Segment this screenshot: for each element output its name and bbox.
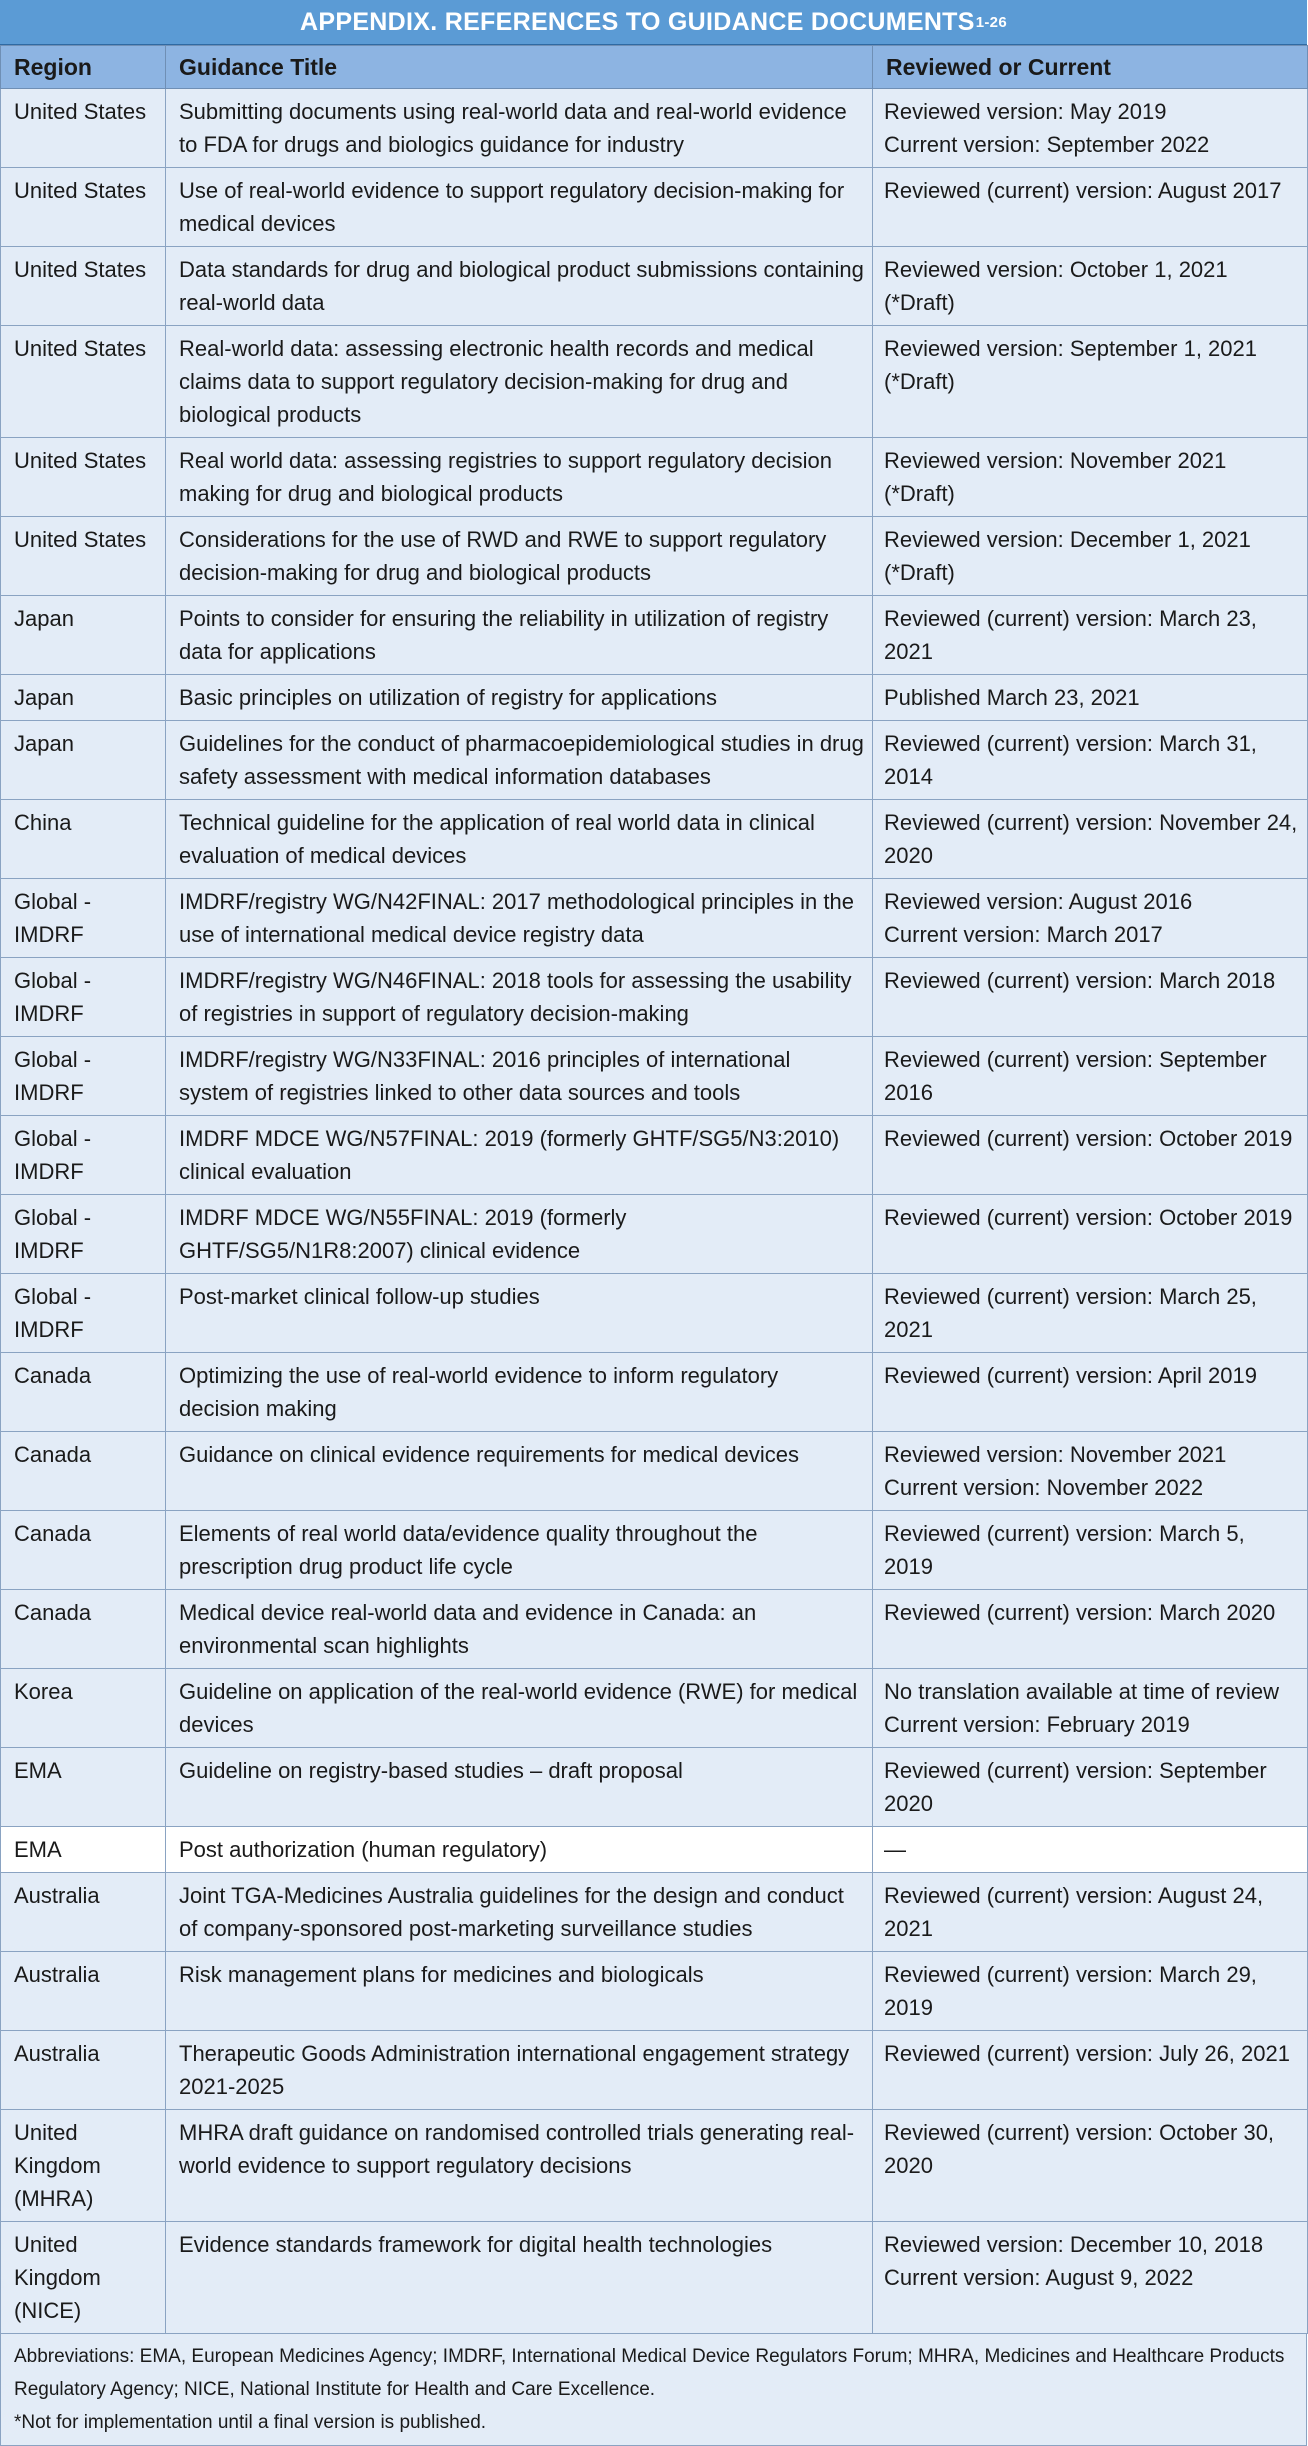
status-line: Reviewed (current) version: March 2018 (884, 968, 1276, 993)
cell-guidance-title: Guideline on application of the real-world evidence (RWE) for medical devices (166, 1669, 873, 1748)
status-line: Reviewed (current) version: March 31, 2014 (884, 731, 1257, 789)
cell-reviewed-or-current (873, 1748, 1308, 1827)
cell-region: United Kingdom (MHRA) (1, 2110, 166, 2222)
cell-reviewed-or-current (873, 879, 1308, 958)
table-row (1, 1511, 1308, 1590)
cell-reviewed-or-current (873, 596, 1308, 675)
cell-guidance-title: Therapeutic Goods Administration international engagement strategy 2021-2025 (166, 2031, 873, 2110)
table-body (1, 89, 1308, 2334)
cell-region: Canada (1, 1432, 166, 1511)
status-line: Reviewed (current) version: October 2019 (884, 1126, 1293, 1151)
table-row (1, 1748, 1308, 1827)
status-line: Reviewed (current) version: April 2019 (884, 1363, 1257, 1388)
status-line: Current version: March 2017 (884, 922, 1163, 947)
cell-region: Korea (1, 1669, 166, 1748)
cell-reviewed-or-current (873, 1432, 1308, 1511)
table-row (1, 89, 1308, 168)
cell-guidance-title: Post authorization (human regulatory) (166, 1827, 873, 1873)
status-line: Current version: September 2022 (884, 132, 1210, 157)
cell-region: Canada (1, 1511, 166, 1590)
cell-region: United States (1, 168, 166, 247)
status-line: Reviewed (current) version: March 2020 (884, 1600, 1276, 1625)
cell-guidance-title: Use of real-world evidence to support regulatory decision-making for medical devices (166, 168, 873, 247)
cell-region: United States (1, 438, 166, 517)
cell-guidance-title: Evidence standards framework for digital health technologies (166, 2222, 873, 2334)
cell-guidance-title: IMDRF MDCE WG/N57FINAL: 2019 (formerly GHTF/SG5/N3:2010) clinical evaluation (166, 1116, 873, 1195)
cell-guidance-title: IMDRF/registry WG/N46FINAL: 2018 tools for assessing the usability of registries in support of regulatory decision-making (166, 958, 873, 1037)
status-line: Reviewed (current) version: August 24, 2021 (884, 1883, 1264, 1941)
cell-guidance-title: Technical guideline for the application of real world data in clinical evaluation of medical devices (166, 800, 873, 879)
cell-guidance-title: MHRA draft guidance on randomised controlled trials generating real-world evidence to support regulatory decisions (166, 2110, 873, 2222)
status-line: Reviewed version: May 2019 (884, 99, 1167, 124)
status-line: Published March 23, 2021 (884, 685, 1140, 710)
status-line: Reviewed version: November 2021 (*Draft) (884, 448, 1227, 506)
cell-reviewed-or-current (873, 168, 1308, 247)
cell-region: Global - IMDRF (1, 1195, 166, 1274)
cell-guidance-title: Considerations for the use of RWD and RWE to support regulatory decision-making for drug and biological products (166, 517, 873, 596)
cell-region: Australia (1, 2031, 166, 2110)
header-reviewed-or-current: Reviewed or Current (873, 46, 1308, 89)
table-row (1, 1873, 1308, 1952)
appendix-title (0, 0, 1307, 45)
status-line: Reviewed (current) version: March 5, 2019 (884, 1521, 1245, 1579)
header-region: Region (1, 46, 166, 89)
cell-reviewed-or-current (873, 800, 1308, 879)
cell-region: Canada (1, 1590, 166, 1669)
cell-region: United States (1, 517, 166, 596)
cell-region: United States (1, 247, 166, 326)
cell-guidance-title: Post-market clinical follow-up studies (166, 1274, 873, 1353)
cell-reviewed-or-current (873, 1274, 1308, 1353)
table-row (1, 1669, 1308, 1748)
cell-guidance-title: Guidance on clinical evidence requirements for medical devices (166, 1432, 873, 1511)
status-line: Reviewed (current) version: July 26, 2021 (884, 2041, 1290, 2066)
table-row (1, 1952, 1308, 2031)
cell-region: Global - IMDRF (1, 1037, 166, 1116)
status-line: Reviewed version: November 2021 (884, 1442, 1227, 1467)
table-row (1, 1353, 1308, 1432)
cell-guidance-title: Data standards for drug and biological product submissions containing real-world data (166, 247, 873, 326)
table-row (1, 247, 1308, 326)
table-row (1, 1590, 1308, 1669)
status-line: Reviewed (current) version: March 23, 2021 (884, 606, 1257, 664)
table-row (1, 721, 1308, 800)
cell-region: China (1, 800, 166, 879)
abbreviations-note: Abbreviations: EMA, European Medicines Agency; IMDRF, International Medical Device Regulators Forum; MHRA, Medicines and Healthcare Products Regulatory Agency; NICE, National Institute for Health and Care Excellence. (14, 2346, 1285, 2400)
cell-reviewed-or-current (873, 2031, 1308, 2110)
table-row (1, 2031, 1308, 2110)
status-line: Current version: November 2022 (884, 1475, 1204, 1500)
cell-reviewed-or-current (873, 89, 1308, 168)
cell-region: Canada (1, 1353, 166, 1432)
table-header-row (1, 46, 1308, 89)
cell-reviewed-or-current (873, 1037, 1308, 1116)
table-row (1, 2110, 1308, 2222)
appendix-title-text: APPENDIX. REFERENCES TO GUIDANCE DOCUMENTS (300, 7, 975, 36)
table-row (1, 800, 1308, 879)
cell-reviewed-or-current (873, 1952, 1308, 2031)
cell-reviewed-or-current (873, 1590, 1308, 1669)
cell-reviewed-or-current (873, 721, 1308, 800)
table-row (1, 1432, 1308, 1511)
status-line: Reviewed (current) version: September 2020 (884, 1758, 1267, 1816)
cell-region: Japan (1, 675, 166, 721)
cell-reviewed-or-current (873, 247, 1308, 326)
cell-guidance-title: Points to consider for ensuring the reliability in utilization of registry data for applications (166, 596, 873, 675)
cell-reviewed-or-current (873, 1195, 1308, 1274)
cell-guidance-title: Real-world data: assessing electronic health records and medical claims data to support regulatory decision-making for drug and biological products (166, 326, 873, 438)
status-line: Reviewed (current) version: November 24, 2020 (884, 810, 1298, 868)
cell-reviewed-or-current (873, 2222, 1308, 2334)
table-row (1, 517, 1308, 596)
cell-region: EMA (1, 1748, 166, 1827)
table-row (1, 1827, 1308, 1873)
table-row (1, 675, 1308, 721)
cell-guidance-title: Risk management plans for medicines and biologicals (166, 1952, 873, 2031)
cell-guidance-title: Guidelines for the conduct of pharmacoepidemiological studies in drug safety assessment with medical information databases (166, 721, 873, 800)
table-row (1, 1274, 1308, 1353)
cell-reviewed-or-current (873, 438, 1308, 517)
status-line: Current version: February 2019 (884, 1712, 1190, 1737)
cell-guidance-title: Joint TGA-Medicines Australia guidelines for the design and conduct of company-sponsored post-marketing surveillance studies (166, 1873, 873, 1952)
cell-reviewed-or-current (873, 1353, 1308, 1432)
cell-guidance-title: Guideline on registry-based studies – draft proposal (166, 1748, 873, 1827)
status-line: Reviewed version: October 1, 2021 (*Draft) (884, 257, 1228, 315)
table-row (1, 2222, 1308, 2334)
cell-guidance-title: Submitting documents using real-world data and real-world evidence to FDA for drugs and biologics guidance for industry (166, 89, 873, 168)
cell-region: Global - IMDRF (1, 879, 166, 958)
status-line: Reviewed (current) version: August 2017 (884, 178, 1282, 203)
status-line: Reviewed version: August 2016 (884, 889, 1193, 914)
cell-reviewed-or-current (873, 1511, 1308, 1590)
cell-reviewed-or-current (873, 326, 1308, 438)
cell-region: United Kingdom (NICE) (1, 2222, 166, 2334)
cell-guidance-title: Elements of real world data/evidence quality throughout the prescription drug product life cycle (166, 1511, 873, 1590)
cell-guidance-title: IMDRF/registry WG/N42FINAL: 2017 methodological principles in the use of international medical device registry data (166, 879, 873, 958)
table-footnotes (0, 2334, 1307, 2446)
cell-guidance-title: Basic principles on utilization of registry for applications (166, 675, 873, 721)
status-line: Reviewed (current) version: October 2019 (884, 1205, 1293, 1230)
cell-reviewed-or-current (873, 1827, 1308, 1873)
header-guidance-title: Guidance Title (166, 46, 873, 89)
cell-reviewed-or-current (873, 675, 1308, 721)
cell-reviewed-or-current (873, 1116, 1308, 1195)
cell-reviewed-or-current (873, 2110, 1308, 2222)
status-line: Current version: August 9, 2022 (884, 2265, 1194, 2290)
table-row (1, 879, 1308, 958)
cell-region: Global - IMDRF (1, 958, 166, 1037)
cell-region: Global - IMDRF (1, 1116, 166, 1195)
appendix-title-references: 1-26 (975, 13, 1007, 31)
cell-reviewed-or-current (873, 517, 1308, 596)
cell-region: Japan (1, 596, 166, 675)
status-line: — (884, 1837, 906, 1862)
status-line: Reviewed version: December 1, 2021 (*Draft) (884, 527, 1251, 585)
cell-guidance-title: Real world data: assessing registries to support regulatory decision making for drug and biological products (166, 438, 873, 517)
status-line: Reviewed (current) version: September 2016 (884, 1047, 1267, 1105)
cell-region: Australia (1, 1873, 166, 1952)
table-row (1, 1037, 1308, 1116)
cell-region: United States (1, 89, 166, 168)
cell-region: Global - IMDRF (1, 1274, 166, 1353)
cell-guidance-title: Medical device real-world data and evidence in Canada: an environmental scan highlights (166, 1590, 873, 1669)
cell-region: Japan (1, 721, 166, 800)
table-row (1, 326, 1308, 438)
cell-guidance-title: IMDRF/registry WG/N33FINAL: 2016 principles of international system of registries linked to other data sources and tools (166, 1037, 873, 1116)
status-line: Reviewed version: September 1, 2021 (*Draft) (884, 336, 1257, 394)
table-row (1, 1116, 1308, 1195)
status-line: Reviewed (current) version: March 29, 2019 (884, 1962, 1257, 2020)
status-line: Reviewed (current) version: March 25, 2021 (884, 1284, 1257, 1342)
table-row (1, 958, 1308, 1037)
status-line: Reviewed (current) version: October 30, 2020 (884, 2120, 1275, 2178)
cell-reviewed-or-current (873, 1873, 1308, 1952)
cell-guidance-title: IMDRF MDCE WG/N55FINAL: 2019 (formerly GHTF/SG5/N1R8:2007) clinical evidence (166, 1195, 873, 1274)
status-line: No translation available at time of review (884, 1679, 1279, 1704)
draft-note: *Not for implementation until a final version is published. (14, 2412, 487, 2433)
guidance-table (0, 45, 1308, 2334)
cell-region: United States (1, 326, 166, 438)
cell-guidance-title: Optimizing the use of real-world evidence to inform regulatory decision making (166, 1353, 873, 1432)
cell-region: Australia (1, 1952, 166, 2031)
table-row (1, 438, 1308, 517)
cell-reviewed-or-current (873, 958, 1308, 1037)
table-row (1, 168, 1308, 247)
cell-region: EMA (1, 1827, 166, 1873)
status-line: Reviewed version: December 10, 2018 (884, 2232, 1264, 2257)
cell-reviewed-or-current (873, 1669, 1308, 1748)
table-row (1, 596, 1308, 675)
table-row (1, 1195, 1308, 1274)
